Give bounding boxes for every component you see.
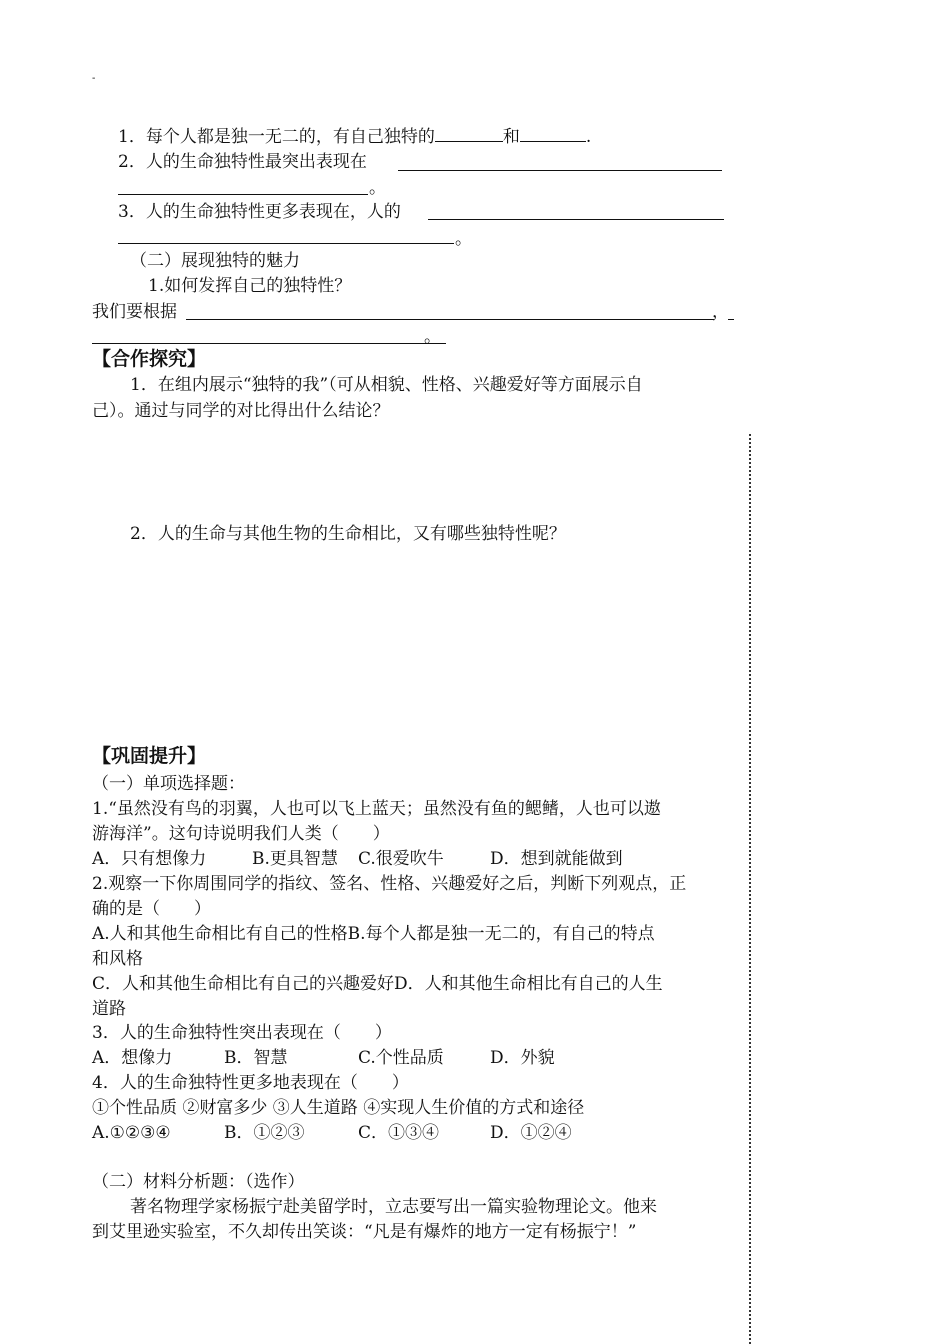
answer-blank[interactable] (118, 243, 454, 244)
cooperation-question-1-line-2: 己）。通过与同学的对比得出什么结论？ (92, 401, 390, 421)
question-3 (118, 201, 401, 223)
answer-blank[interactable] (92, 343, 446, 344)
answer-blank[interactable] (118, 194, 368, 195)
choice-question-2-option-cd[interactable]: C．人和其他生命相比有自己的兴趣爱好D．人和其他生命相比有自己的人生 (92, 974, 663, 994)
cooperation-heading: 【合作探究】 (92, 348, 207, 370)
choice-question-2-line-1: 2.观察一下你周围同学的指纹、签名、性格、兴趣爱好之后，判断下列观点，正 (92, 874, 687, 894)
choice-question-2-option-ab[interactable]: A.人和其他生命相比有自己的性格B.每个人都是独一无二的，有自己的特点 (92, 924, 655, 944)
material-line-1: 著名物理学家杨振宁赴美留学时，立志要写出一篇实验物理论文。他来 (130, 1197, 657, 1217)
question-1-text: 1．每个人都是独一无二的，有自己独特的 (118, 127, 435, 147)
option-c[interactable]: C.个性品质 (358, 1048, 444, 1068)
material-line-2: 到艾里逊实验室，不久却传出笑谈：“凡是有爆炸的地方一定有杨振宁！” (92, 1222, 637, 1242)
choice-question-2-option-ab-cont: 和风格 (92, 949, 143, 969)
option-d[interactable]: D．想到就能做到 (490, 849, 623, 869)
choice-question-2-option-cd-cont: 道路 (92, 999, 126, 1019)
section-2-question-1: 1.如何发挥自己的独特性？ (148, 276, 352, 296)
section-2-answer-prompt: 我们要根据 (92, 302, 177, 322)
answer-blank[interactable] (728, 319, 734, 320)
binding-dotted-line (749, 434, 751, 1344)
question-3-text: 3．人的生命独特性更多表现在，人的 (118, 202, 401, 222)
answer-blank[interactable] (428, 219, 724, 220)
choice-question-2-line-2: 确的是（ ） (92, 899, 211, 919)
section-single-choice: （一）单项选择题： (92, 774, 245, 794)
choice-question-3: 3．人的生命独特性突出表现在（ ） (92, 1023, 392, 1043)
option-b[interactable]: B．①②③ (224, 1123, 305, 1143)
option-b[interactable]: B．智慧 (224, 1048, 288, 1068)
answer-blank[interactable] (435, 126, 503, 142)
choice-question-4-items: ①个性品质 ②财富多少 ③人生道路 ④实现人生价值的方式和途径 (92, 1098, 585, 1118)
question-2-text: 2．人的生命独特性最突出表现在 (118, 152, 367, 172)
option-b[interactable]: B.更具智慧 (252, 849, 338, 869)
question-2 (118, 151, 367, 173)
option-d[interactable]: D．外貌 (490, 1048, 555, 1068)
option-a[interactable]: A．想像力 (92, 1048, 173, 1068)
section-2-title: （二）展现独特的魅力 (130, 251, 300, 271)
question-1-and: 和 (502, 127, 520, 147)
answer-blank[interactable] (398, 170, 722, 171)
section-2-end: 。 (424, 327, 441, 347)
option-a[interactable]: A．只有想像力 (92, 849, 207, 869)
cooperation-question-2: 2．人的生命与其他生物的生命相比，又有哪些独特性呢？ (130, 524, 566, 544)
consolidation-heading: 【巩固提升】 (92, 745, 207, 767)
option-c[interactable]: C.很爱吹牛 (358, 849, 444, 869)
question-1-end: . (585, 127, 592, 147)
choice-question-4: 4．人的生命独特性更多地表现在（ ） (92, 1073, 409, 1093)
answer-blank[interactable] (520, 126, 586, 142)
question-3-end: 。 (455, 229, 472, 249)
option-d[interactable]: D．①②④ (490, 1123, 572, 1143)
option-c[interactable]: C．①③④ (358, 1123, 440, 1143)
question-2-end: 。 (369, 178, 386, 198)
stray-mark: - (92, 73, 96, 84)
section-2-comma: ， (712, 302, 729, 322)
choice-question-1-line-1: 1.“虽然没有鸟的羽翼，人也可以飞上蓝天；虽然没有鱼的鳃鳍，人也可以遨 (92, 799, 661, 819)
choice-question-1-line-2: 游海洋”。这句诗说明我们人类（ ） (92, 824, 390, 844)
question-1 (118, 126, 591, 148)
answer-blank[interactable] (186, 319, 714, 320)
section-material-analysis: （二）材料分析题：（选作） (92, 1172, 305, 1192)
option-a[interactable]: A.①②③④ (92, 1123, 171, 1143)
cooperation-question-1-line-1: 1．在组内展示“独特的我”（可从相貌、性格、兴趣爱好等方面展示自 (130, 375, 643, 395)
